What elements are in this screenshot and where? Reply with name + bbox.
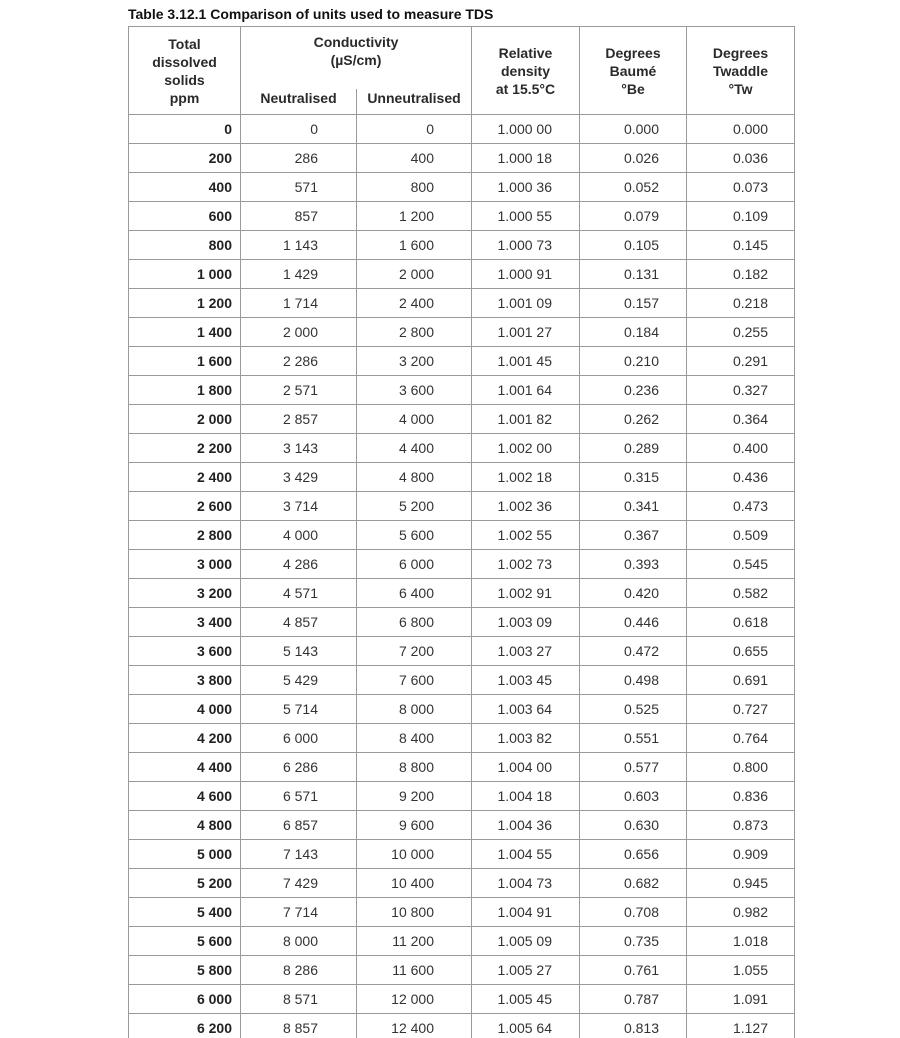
- conductivity-unneutralised-cell: 4 400: [357, 434, 472, 463]
- degrees-twaddle-cell: 0.400: [687, 434, 795, 463]
- degrees-twaddle-cell: 0.436: [687, 463, 795, 492]
- table-row: [129, 376, 795, 405]
- conductivity-unneutralised-cell: 0: [357, 115, 472, 144]
- conductivity-neutralised-cell: 3 143: [241, 434, 357, 463]
- conductivity-unneutralised-cell: 4 000: [357, 405, 472, 434]
- relative-density-cell: 1.000 18: [472, 144, 580, 173]
- table-row: [129, 347, 795, 376]
- degrees-twaddle-cell: 0.945: [687, 869, 795, 898]
- table-row: [129, 1014, 795, 1038]
- relative-density-cell: 1.004 36: [472, 811, 580, 840]
- tds-ppm-cell: 1 200: [129, 289, 241, 318]
- relative-density-cell: 1.002 18: [472, 463, 580, 492]
- degrees-baume-cell: 0.708: [580, 898, 687, 927]
- degrees-twaddle-cell: 0.982: [687, 898, 795, 927]
- conductivity-unneutralised-cell: 12 400: [357, 1014, 472, 1038]
- tds-ppm-cell: 2 600: [129, 492, 241, 521]
- degrees-baume-cell: 0.551: [580, 724, 687, 753]
- conductivity-unneutralised-cell: 3 600: [357, 376, 472, 405]
- tds-ppm-cell: 1 600: [129, 347, 241, 376]
- table-row: [129, 782, 795, 811]
- degrees-twaddle-cell: 0.655: [687, 637, 795, 666]
- tds-ppm-cell: 4 000: [129, 695, 241, 724]
- conductivity-neutralised-cell: 5 714: [241, 695, 357, 724]
- conductivity-unneutralised-cell: 12 000: [357, 985, 472, 1014]
- relative-density-cell: 1.004 00: [472, 753, 580, 782]
- conductivity-neutralised-cell: 1 429: [241, 260, 357, 289]
- relative-density-cell: 1.002 55: [472, 521, 580, 550]
- degrees-baume-cell: 0.761: [580, 956, 687, 985]
- tds-ppm-cell: 2 800: [129, 521, 241, 550]
- degrees-baume-cell: 0.472: [580, 637, 687, 666]
- conductivity-neutralised-cell: 2 571: [241, 376, 357, 405]
- tds-ppm-cell: 5 400: [129, 898, 241, 927]
- degrees-baume-cell: 0.131: [580, 260, 687, 289]
- conductivity-neutralised-cell: 1 714: [241, 289, 357, 318]
- table-row: [129, 492, 795, 521]
- conductivity-neutralised-cell: 6 857: [241, 811, 357, 840]
- relative-density-cell: 1.005 45: [472, 985, 580, 1014]
- degrees-twaddle-cell: 1.055: [687, 956, 795, 985]
- degrees-twaddle-cell: 0.364: [687, 405, 795, 434]
- relative-density-cell: 1.004 55: [472, 840, 580, 869]
- tds-ppm-cell: 5 000: [129, 840, 241, 869]
- degrees-baume-cell: 0.210: [580, 347, 687, 376]
- table-row: [129, 405, 795, 434]
- table-row: [129, 550, 795, 579]
- conductivity-unneutralised-cell: 8 000: [357, 695, 472, 724]
- table-row: [129, 318, 795, 347]
- relative-density-cell: 1.000 91: [472, 260, 580, 289]
- relative-density-cell: 1.003 45: [472, 666, 580, 695]
- tds-ppm-cell: 2 200: [129, 434, 241, 463]
- conductivity-neutralised-cell: 3 714: [241, 492, 357, 521]
- header-relative-density: [472, 27, 580, 115]
- relative-density-cell: 1.001 45: [472, 347, 580, 376]
- relative-density-cell: 1.002 36: [472, 492, 580, 521]
- tds-comparison-table: [128, 26, 795, 1038]
- conductivity-neutralised-cell: 2 286: [241, 347, 357, 376]
- tds-ppm-cell: 3 800: [129, 666, 241, 695]
- tds-ppm-cell: 800: [129, 231, 241, 260]
- table-row: [129, 695, 795, 724]
- conductivity-unneutralised-cell: 8 400: [357, 724, 472, 753]
- header-rd-line-2: density: [500, 62, 550, 79]
- tds-ppm-cell: 4 400: [129, 753, 241, 782]
- conductivity-unneutralised-cell: 11 200: [357, 927, 472, 956]
- header-unneutralised: Unneutralised: [357, 89, 472, 115]
- header-twaddle-line-2: Twaddle: [713, 62, 768, 79]
- degrees-twaddle-cell: 0.582: [687, 579, 795, 608]
- conductivity-neutralised-cell: 286: [241, 144, 357, 173]
- tds-ppm-cell: 5 800: [129, 956, 241, 985]
- tds-ppm-cell: 1 000: [129, 260, 241, 289]
- conductivity-unneutralised-cell: 1 600: [357, 231, 472, 260]
- table-row: [129, 579, 795, 608]
- conductivity-neutralised-cell: 3 429: [241, 463, 357, 492]
- degrees-baume-cell: 0.446: [580, 608, 687, 637]
- degrees-twaddle-cell: 0.182: [687, 260, 795, 289]
- degrees-twaddle-cell: 0.145: [687, 231, 795, 260]
- degrees-baume-cell: 0.341: [580, 492, 687, 521]
- degrees-baume-cell: 0.735: [580, 927, 687, 956]
- relative-density-cell: 1.001 64: [472, 376, 580, 405]
- degrees-twaddle-cell: 0.255: [687, 318, 795, 347]
- header-tds-line-1: Total: [168, 35, 201, 52]
- header-total-dissolved-solids: [129, 27, 241, 115]
- degrees-baume-cell: 0.026: [580, 144, 687, 173]
- table-row: [129, 927, 795, 956]
- header-degrees-baume: [580, 27, 687, 115]
- tds-ppm-cell: 0: [129, 115, 241, 144]
- conductivity-neutralised-cell: 6 000: [241, 724, 357, 753]
- table-row: [129, 811, 795, 840]
- degrees-baume-cell: 0.787: [580, 985, 687, 1014]
- conductivity-unneutralised-cell: 11 600: [357, 956, 472, 985]
- degrees-baume-cell: 0.498: [580, 666, 687, 695]
- table-row: [129, 202, 795, 231]
- table-row: [129, 434, 795, 463]
- relative-density-cell: 1.005 64: [472, 1014, 580, 1038]
- degrees-baume-cell: 0.000: [580, 115, 687, 144]
- header-degrees-twaddle: [687, 27, 795, 115]
- table-caption: Table 3.12.1 Comparison of units used to measure TDS: [128, 6, 494, 22]
- degrees-twaddle-cell: 0.909: [687, 840, 795, 869]
- table-row: [129, 666, 795, 695]
- tds-ppm-cell: 2 400: [129, 463, 241, 492]
- tds-ppm-cell: 4 600: [129, 782, 241, 811]
- relative-density-cell: 1.000 73: [472, 231, 580, 260]
- degrees-twaddle-cell: 0.764: [687, 724, 795, 753]
- conductivity-neutralised-cell: 7 714: [241, 898, 357, 927]
- relative-density-cell: 1.005 09: [472, 927, 580, 956]
- conductivity-neutralised-cell: 2 857: [241, 405, 357, 434]
- relative-density-cell: 1.003 82: [472, 724, 580, 753]
- conductivity-neutralised-cell: 6 286: [241, 753, 357, 782]
- conductivity-unneutralised-cell: 2 400: [357, 289, 472, 318]
- header-neutralised: Neutralised: [241, 89, 357, 115]
- conductivity-unneutralised-cell: 9 200: [357, 782, 472, 811]
- degrees-baume-cell: 0.682: [580, 869, 687, 898]
- degrees-twaddle-cell: 0.618: [687, 608, 795, 637]
- degrees-baume-cell: 0.052: [580, 173, 687, 202]
- relative-density-cell: 1.001 82: [472, 405, 580, 434]
- conductivity-unneutralised-cell: 5 600: [357, 521, 472, 550]
- degrees-twaddle-cell: 0.727: [687, 695, 795, 724]
- tds-ppm-cell: 6 000: [129, 985, 241, 1014]
- conductivity-unneutralised-cell: 7 600: [357, 666, 472, 695]
- conductivity-unneutralised-cell: 400: [357, 144, 472, 173]
- degrees-twaddle-cell: 0.836: [687, 782, 795, 811]
- relative-density-cell: 1.002 91: [472, 579, 580, 608]
- tds-ppm-cell: 600: [129, 202, 241, 231]
- degrees-baume-cell: 0.289: [580, 434, 687, 463]
- conductivity-neutralised-cell: 571: [241, 173, 357, 202]
- degrees-twaddle-cell: 0.291: [687, 347, 795, 376]
- degrees-baume-cell: 0.157: [580, 289, 687, 318]
- conductivity-unneutralised-cell: 2 800: [357, 318, 472, 347]
- degrees-twaddle-cell: 0.800: [687, 753, 795, 782]
- header-tds-line-2: dissolved: [152, 53, 217, 70]
- degrees-twaddle-cell: 1.018: [687, 927, 795, 956]
- degrees-baume-cell: 0.813: [580, 1014, 687, 1038]
- relative-density-cell: 1.000 55: [472, 202, 580, 231]
- conductivity-neutralised-cell: 5 143: [241, 637, 357, 666]
- header-conductivity-line-1: Conductivity: [313, 34, 399, 50]
- degrees-baume-cell: 0.393: [580, 550, 687, 579]
- table-row: [129, 463, 795, 492]
- table-row: [129, 231, 795, 260]
- header-baume-line-3: °Be: [621, 80, 645, 97]
- degrees-baume-cell: 0.315: [580, 463, 687, 492]
- table-header: [129, 27, 795, 115]
- degrees-baume-cell: 0.079: [580, 202, 687, 231]
- table-body: [129, 115, 795, 1038]
- header-conductivity-line-2: (µS/cm): [330, 52, 382, 68]
- table-row: [129, 260, 795, 289]
- relative-density-cell: 1.003 27: [472, 637, 580, 666]
- conductivity-neutralised-cell: 8 857: [241, 1014, 357, 1038]
- degrees-baume-cell: 0.184: [580, 318, 687, 347]
- degrees-baume-cell: 0.236: [580, 376, 687, 405]
- relative-density-cell: 1.004 91: [472, 898, 580, 927]
- degrees-baume-cell: 0.577: [580, 753, 687, 782]
- conductivity-unneutralised-cell: 3 200: [357, 347, 472, 376]
- relative-density-cell: 1.001 27: [472, 318, 580, 347]
- conductivity-unneutralised-cell: 10 800: [357, 898, 472, 927]
- table-row: [129, 173, 795, 202]
- conductivity-neutralised-cell: 4 857: [241, 608, 357, 637]
- degrees-twaddle-cell: 0.109: [687, 202, 795, 231]
- relative-density-cell: 1.004 18: [472, 782, 580, 811]
- conductivity-unneutralised-cell: 8 800: [357, 753, 472, 782]
- degrees-baume-cell: 0.630: [580, 811, 687, 840]
- conductivity-neutralised-cell: 857: [241, 202, 357, 231]
- table-row: [129, 637, 795, 666]
- relative-density-cell: 1.002 00: [472, 434, 580, 463]
- table-row: [129, 144, 795, 173]
- degrees-twaddle-cell: 0.545: [687, 550, 795, 579]
- relative-density-cell: 1.000 00: [472, 115, 580, 144]
- header-tds-line-3: solids: [164, 71, 205, 88]
- degrees-twaddle-cell: 1.127: [687, 1014, 795, 1038]
- header-rd-line-3: at 15.5°C: [495, 80, 556, 97]
- table-row: [129, 724, 795, 753]
- conductivity-unneutralised-cell: 2 000: [357, 260, 472, 289]
- degrees-twaddle-cell: 1.091: [687, 985, 795, 1014]
- relative-density-cell: 1.003 09: [472, 608, 580, 637]
- conductivity-neutralised-cell: 4 571: [241, 579, 357, 608]
- conductivity-unneutralised-cell: 1 200: [357, 202, 472, 231]
- header-baume-line-2: Baumé: [609, 62, 657, 79]
- degrees-twaddle-cell: 0.473: [687, 492, 795, 521]
- tds-ppm-cell: 6 200: [129, 1014, 241, 1038]
- conductivity-unneutralised-cell: 10 400: [357, 869, 472, 898]
- table-row: [129, 956, 795, 985]
- degrees-baume-cell: 0.420: [580, 579, 687, 608]
- degrees-baume-cell: 0.603: [580, 782, 687, 811]
- tds-ppm-cell: 1 800: [129, 376, 241, 405]
- tds-ppm-cell: 200: [129, 144, 241, 173]
- conductivity-neutralised-cell: 7 429: [241, 869, 357, 898]
- degrees-twaddle-cell: 0.509: [687, 521, 795, 550]
- tds-ppm-cell: 4 800: [129, 811, 241, 840]
- conductivity-neutralised-cell: 5 429: [241, 666, 357, 695]
- conductivity-unneutralised-cell: 4 800: [357, 463, 472, 492]
- degrees-baume-cell: 0.367: [580, 521, 687, 550]
- table-row: [129, 869, 795, 898]
- table-row: [129, 753, 795, 782]
- table-row: [129, 521, 795, 550]
- table-row: [129, 840, 795, 869]
- relative-density-cell: 1.005 27: [472, 956, 580, 985]
- header-tds-line-4: ppm: [169, 89, 200, 106]
- degrees-twaddle-cell: 0.873: [687, 811, 795, 840]
- conductivity-neutralised-cell: 6 571: [241, 782, 357, 811]
- header-baume-line-1: Degrees: [605, 44, 661, 61]
- relative-density-cell: 1.004 73: [472, 869, 580, 898]
- conductivity-unneutralised-cell: 6 800: [357, 608, 472, 637]
- degrees-baume-cell: 0.105: [580, 231, 687, 260]
- degrees-twaddle-cell: 0.036: [687, 144, 795, 173]
- table-row: [129, 985, 795, 1014]
- conductivity-unneutralised-cell: 9 600: [357, 811, 472, 840]
- relative-density-cell: 1.003 64: [472, 695, 580, 724]
- conductivity-unneutralised-cell: 5 200: [357, 492, 472, 521]
- header-twaddle-line-3: °Tw: [728, 80, 753, 97]
- tds-ppm-cell: 5 200: [129, 869, 241, 898]
- conductivity-unneutralised-cell: 10 000: [357, 840, 472, 869]
- header-conductivity: [241, 27, 472, 90]
- degrees-twaddle-cell: 0.691: [687, 666, 795, 695]
- table-row: [129, 608, 795, 637]
- conductivity-unneutralised-cell: 6 000: [357, 550, 472, 579]
- conductivity-neutralised-cell: 8 286: [241, 956, 357, 985]
- relative-density-cell: 1.002 73: [472, 550, 580, 579]
- degrees-twaddle-cell: 0.218: [687, 289, 795, 318]
- conductivity-neutralised-cell: 7 143: [241, 840, 357, 869]
- table-row: [129, 898, 795, 927]
- conductivity-neutralised-cell: 2 000: [241, 318, 357, 347]
- conductivity-neutralised-cell: 4 000: [241, 521, 357, 550]
- tds-ppm-cell: 3 600: [129, 637, 241, 666]
- conductivity-unneutralised-cell: 800: [357, 173, 472, 202]
- tds-ppm-cell: 1 400: [129, 318, 241, 347]
- degrees-baume-cell: 0.262: [580, 405, 687, 434]
- header-rd-line-1: Relative: [498, 44, 553, 61]
- degrees-baume-cell: 0.656: [580, 840, 687, 869]
- conductivity-neutralised-cell: 4 286: [241, 550, 357, 579]
- degrees-twaddle-cell: 0.327: [687, 376, 795, 405]
- conductivity-neutralised-cell: 0: [241, 115, 357, 144]
- conductivity-unneutralised-cell: 7 200: [357, 637, 472, 666]
- conductivity-neutralised-cell: 1 143: [241, 231, 357, 260]
- tds-ppm-cell: 400: [129, 173, 241, 202]
- conductivity-unneutralised-cell: 6 400: [357, 579, 472, 608]
- tds-ppm-cell: 3 200: [129, 579, 241, 608]
- header-twaddle-line-1: Degrees: [712, 44, 769, 61]
- degrees-twaddle-cell: 0.073: [687, 173, 795, 202]
- tds-ppm-cell: 3 000: [129, 550, 241, 579]
- degrees-twaddle-cell: 0.000: [687, 115, 795, 144]
- tds-ppm-cell: 4 200: [129, 724, 241, 753]
- tds-ppm-cell: 2 000: [129, 405, 241, 434]
- relative-density-cell: 1.000 36: [472, 173, 580, 202]
- tds-ppm-cell: 3 400: [129, 608, 241, 637]
- table-row: [129, 289, 795, 318]
- relative-density-cell: 1.001 09: [472, 289, 580, 318]
- table-row: [129, 115, 795, 144]
- conductivity-neutralised-cell: 8 571: [241, 985, 357, 1014]
- tds-ppm-cell: 5 600: [129, 927, 241, 956]
- degrees-baume-cell: 0.525: [580, 695, 687, 724]
- conductivity-neutralised-cell: 8 000: [241, 927, 357, 956]
